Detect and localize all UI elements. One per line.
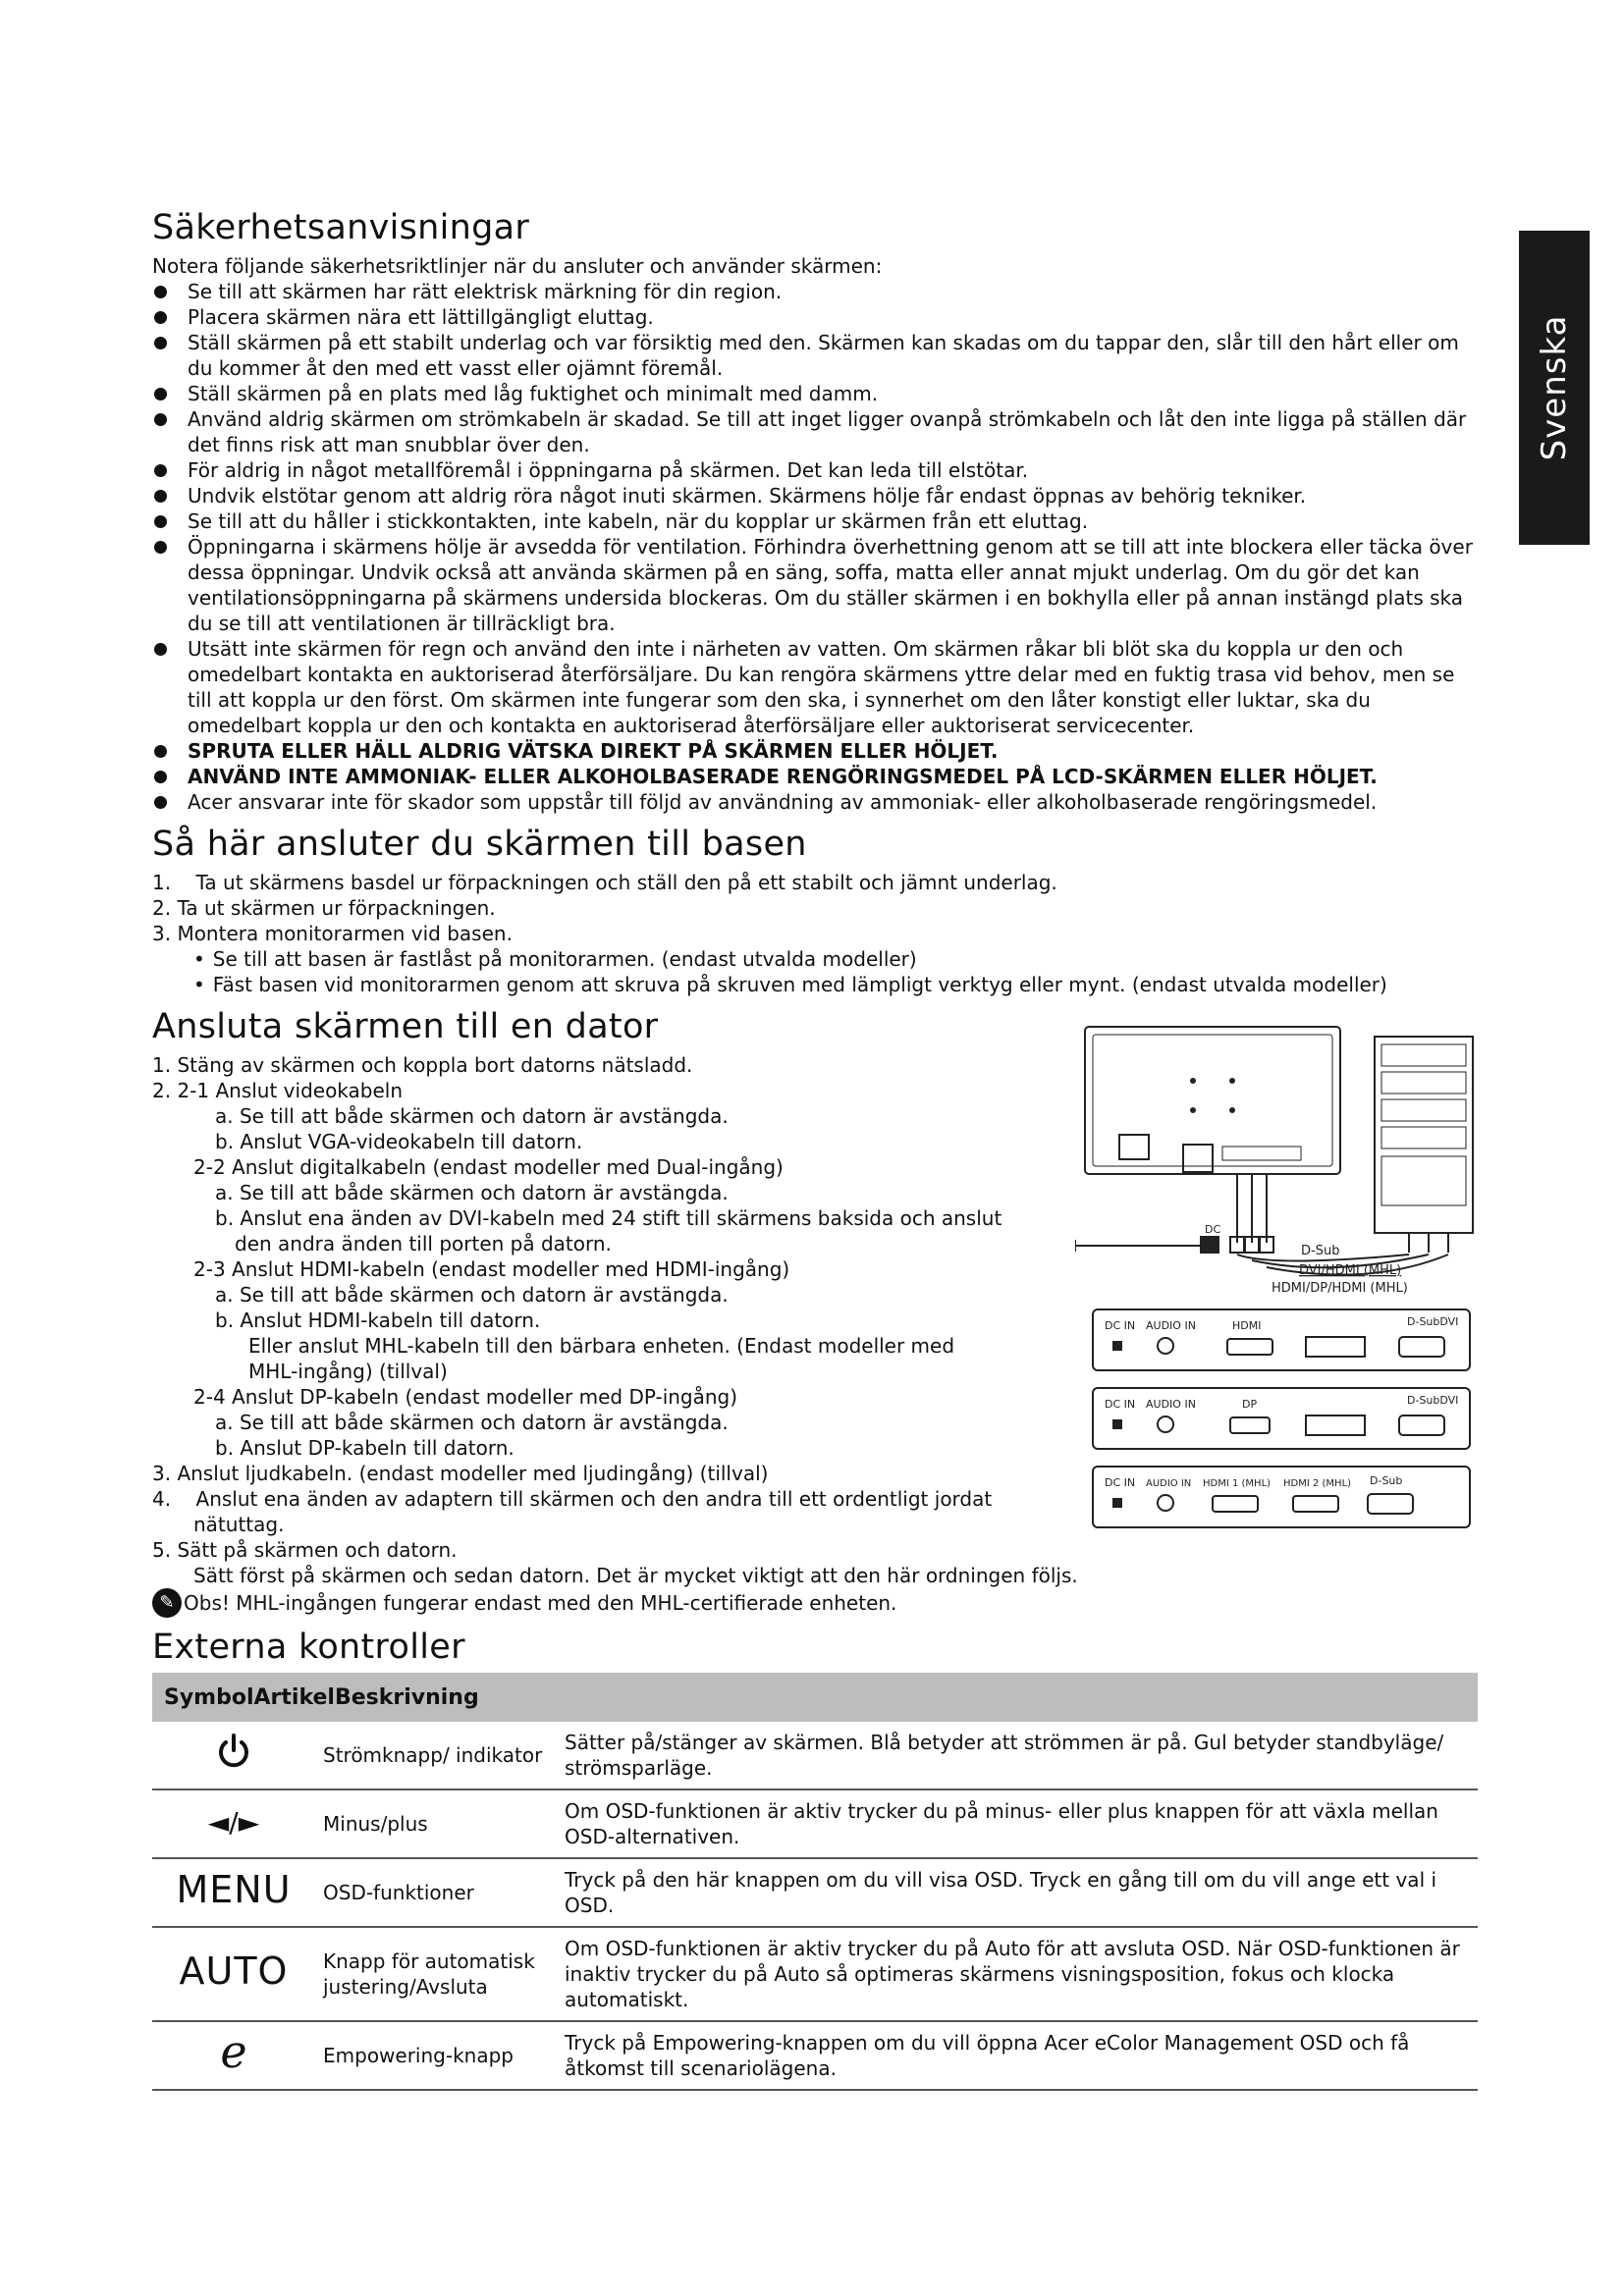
connect-step: 2-4 Anslut DP-kabeln (endast modeller med DP-ingång) [193, 1385, 738, 1409]
menu-icon [152, 1858, 315, 1927]
safety-item: Använd aldrig skärmen om strömkabeln är skadad. Se till att inget ligger ovanpå strömkabeln och låt den inte ligga på ställen där det finns risk att man snubblar över den. [152, 406, 1478, 457]
connect-substep: MHL-ingång) (tillval) [248, 1360, 448, 1383]
dc-in-label: DC IN [1105, 1398, 1136, 1411]
connect-substep: den andra änden till porten på datorn. [235, 1232, 612, 1255]
connect-step: 1. Stäng av skärmen och koppla bort datorns nätsladd. [152, 1053, 693, 1077]
table-row [152, 2021, 1478, 2090]
note-icon: ✎ [152, 1588, 182, 1618]
safety-item: Acer ansvarar inte för skador som uppstår till följd av användning av ammoniak- eller alkoholbaserade rengöringsmedel. [152, 789, 1478, 815]
safety-item: Utsätt inte skärmen för regn och använd den inte i närheten av vatten. Om skärmen råkar bli blöt ska du koppla ur den och omedelbart kontakta en auktoriserad återförsäljare. Du kan rengöra skärmens yttre delar med en fuktig trasa vid behov, men se till att koppla ur den först. Om skärmen inte fungerar som den ska, i synnerhet om den låter konstigt eller luktar, ska du omedelbart koppla ur den och kontakta en auktoriserad återförsäljare eller auktoriserat servicecenter. [152, 636, 1478, 738]
table-row [152, 1927, 1478, 2021]
connect-substep: b. Anslut DP-kabeln till datorn. [215, 1436, 514, 1460]
auto-icon [152, 1927, 315, 2021]
safety-item: Ställ skärmen på en plats med låg fuktighet och minimalt med damm. [152, 381, 1478, 406]
port-panel-1 [1093, 1309, 1470, 1370]
dc-port-icon [1112, 1419, 1122, 1429]
connect-substep: b. Anslut VGA-videokabeln till datorn. [215, 1130, 583, 1153]
control-name: Knapp för automatisk justering/Avsluta [315, 1927, 557, 2021]
audio-in-label: AUDIO IN [1146, 1398, 1196, 1411]
connect-step: Sätt först på skärmen och sedan datorn. Det är mycket viktigt att den här ordningen följs. [193, 1564, 1078, 1587]
dsub-dvi-label: D-SubDVI [1407, 1315, 1459, 1328]
safety-item: Ställ skärmen på ett stabilt underlag och var försiktig med den. Skärmen kan skadas om du tappar den, slår till den hårt eller om du kommer åt den med ett vasst eller ojämnt föremål. [152, 330, 1478, 381]
safety-item: Placera skärmen nära ett lättillgängligt eluttag. [152, 304, 1478, 330]
table-row [152, 1789, 1478, 1858]
safety-item: Öppningarna i skärmens hölje är avsedda för ventilation. Förhindra överhettning genom att se till att inte blockera eller täcka över dessa öppningar. Undvik också att använda skärmen på en säng, soffa, matta eller annat mjukt underlag. Om du gör det kan ventilationsöppningarna på skärmens undersida blockeras. Om du ställer skärmen i en bokhylla eller på annan instängd plats ska du se till att ventilationen är tillräckligt bra. [152, 534, 1478, 636]
pc-tower-illustration [1375, 1037, 1473, 1233]
connect-step: 2-3 Anslut HDMI-kabeln (endast modeller med HDMI-ingång) [193, 1257, 790, 1281]
base-step: 3. Montera monitorarmen vid basen. [152, 922, 513, 945]
connect-substep: a. Se till att både skärmen och datorn är avstängda. [215, 1104, 729, 1128]
control-description: Om OSD-funktionen är aktiv trycker du på minus- eller plus knappen för att växla mellan OSD-alternativen. [557, 1789, 1478, 1858]
safety-list [152, 279, 1478, 815]
table-row [152, 1858, 1478, 1927]
base-substep: • Fäst basen vid monitorarmen genom att skruva på skruven med lämpligt verktyg eller mynt. (endast utvalda modeller) [152, 972, 1478, 997]
connect-substep: a. Se till att både skärmen och datorn är avstängda. [215, 1411, 729, 1434]
safety-item: Undvik elstötar genom att aldrig röra något inuti skärmen. Skärmens hölje får endast öppnas av behörig tekniker. [152, 483, 1478, 508]
safety-item: Se till att skärmen har rätt elektrisk märkning för din region. [152, 279, 1478, 304]
note-text: Obs! MHL-ingången fungerar endast med den MHL-certifierade enheten. [184, 1591, 897, 1615]
base-heading: Så här ansluter du skärmen till basen [152, 825, 807, 864]
connect-step: 2. 2-1 Anslut videokabeln [152, 1079, 404, 1102]
hdmi2-label: HDMI 2 (MHL) [1283, 1478, 1352, 1489]
dc-port-icon [1112, 1341, 1122, 1351]
control-description: Tryck på den här knappen om du vill visa OSD. Tryck en gång till om du vill ange ett val i OSD. [557, 1858, 1478, 1927]
connect-section [152, 1007, 1478, 1618]
hdmi1-label: HDMI 1 (MHL) [1203, 1478, 1272, 1489]
safety-item: Se till att du håller i stickkontakten, inte kabeln, när du kopplar ur skärmen från ett eluttag. [152, 508, 1478, 534]
control-name: Strömknapp/ indikator [315, 1722, 557, 1789]
empowering-icon [152, 2021, 315, 2090]
safety-item-warning: ANVÄND INTE AMMONIAK- ELLER ALKOHOLBASERADE RENGÖRINGSMEDEL PÅ LCD-SKÄRMEN ELLER HÖLJET. [152, 764, 1478, 789]
control-description: Sätter på/stänger av skärmen. Blå betyder att strömmen är på. Gul betyder standbyläge/ strömsparläge. [557, 1722, 1478, 1789]
connect-step: 2-2 Anslut digitalkabeln (endast modeller med Dual-ingång) [193, 1155, 784, 1179]
connect-step: nätuttag. [193, 1513, 285, 1536]
monitor-back-illustration [1085, 1027, 1340, 1174]
dc-port-icon [1112, 1498, 1122, 1508]
external-heading: Externa kontroller [152, 1628, 465, 1667]
connect-substep: a. Se till att både skärmen och datorn är avstängda. [215, 1181, 729, 1204]
dsub-label: D-Sub [1370, 1474, 1403, 1487]
auto-symbol: AUTO [179, 1949, 289, 1993]
empowering-symbol: e [220, 2024, 247, 2078]
control-name: OSD-funktioner [315, 1858, 557, 1927]
dvi-hdmi-label: DVI/HDMI (MHL) [1299, 1263, 1402, 1278]
dc-in-label: DC IN [1105, 1319, 1136, 1332]
arrows-symbol: ◄/► [207, 1806, 260, 1839]
control-name: Empowering-knapp [315, 2021, 557, 2090]
connect-step: 3. Anslut ljudkabeln. (endast modeller med ljudingång) (tillval) [152, 1462, 769, 1485]
power-icon [152, 1722, 315, 1789]
controls-table [152, 1673, 1478, 2091]
connect-substep: a. Se till att både skärmen och datorn är avstängda. [215, 1283, 729, 1307]
hdmi-label: HDMI [1232, 1319, 1262, 1332]
connect-substep: b. Anslut ena änden av DVI-kabeln med 24 stift till skärmens baksida och anslut [215, 1206, 1002, 1230]
connect-substep: Eller anslut MHL-kabeln till den bärbara enheten. (Endast modeller med [248, 1334, 955, 1358]
dc-label: DC [1205, 1223, 1221, 1236]
port-panel-2 [1093, 1388, 1470, 1449]
table-row [152, 1722, 1478, 1789]
cables-illustration [1075, 1174, 1448, 1275]
note [152, 1588, 1478, 1618]
language-tab-label: Svenska [1535, 314, 1574, 461]
content [152, 208, 1478, 2091]
control-name: Minus/plus [315, 1789, 557, 1858]
dc-in-label: DC IN [1105, 1476, 1136, 1489]
audio-in-label: AUDIO IN [1146, 1319, 1196, 1332]
hdmi-dp-label: HDMI/DP/HDMI (MHL) [1272, 1281, 1408, 1296]
language-tab [1519, 231, 1590, 545]
controls-table-header: SymbolArtikelBeskrivning [152, 1673, 1478, 1722]
safety-item: För aldrig in något metallföremål i öppningarna på skärmen. Det kan leda till elstötar. [152, 457, 1478, 483]
port-panel-3 [1093, 1467, 1470, 1527]
safety-heading: Säkerhetsanvisningar [152, 208, 530, 247]
safety-item-warning: SPRUTA ELLER HÄLL ALDRIG VÄTSKA DIREKT PÅ SKÄRMEN ELLER HÖLJET. [152, 738, 1478, 764]
dp-label: DP [1242, 1398, 1258, 1411]
menu-symbol: MENU [176, 1868, 292, 1911]
arrows-icon [152, 1789, 315, 1858]
connect-heading: Ansluta skärmen till en dator [152, 1007, 659, 1046]
audio-in-label: AUDIO IN [1146, 1478, 1192, 1489]
base-substep: • Se till att basen är fastlåst på monitorarmen. (endast utvalda modeller) [152, 946, 1478, 972]
control-description: Om OSD-funktionen är aktiv trycker du på Auto för att avsluta OSD. När OSD-funktionen är inaktiv trycker du på Auto så optimeras skärmens visningsposition, fokus och klocka automatiskt. [557, 1927, 1478, 2021]
control-description: Tryck på Empowering-knappen om du vill öppna Acer eColor Management OSD och få åtkomst till scenariolägena. [557, 2021, 1478, 2090]
connect-substep: b. Anslut HDMI-kabeln till datorn. [215, 1308, 541, 1332]
dsub-dvi-label: D-SubDVI [1407, 1394, 1459, 1407]
connect-step: 5. Sätt på skärmen och datorn. [152, 1538, 458, 1562]
dsub-label: D-Sub [1301, 1244, 1340, 1258]
connection-diagram [1075, 997, 1488, 1547]
base-step: 1. Ta ut skärmens basdel ur förpackningen och ställ den på ett stabilt och jämnt underlag. [152, 871, 1057, 894]
base-step: 2. Ta ut skärmen ur förpackningen. [152, 896, 496, 920]
safety-intro: Notera följande säkerhetsriktlinjer när du ansluter och använder skärmen: [152, 254, 883, 278]
connect-step: 4. Anslut ena änden av adaptern till skärmen och den andra till ett ordentligt jordat [152, 1487, 993, 1511]
